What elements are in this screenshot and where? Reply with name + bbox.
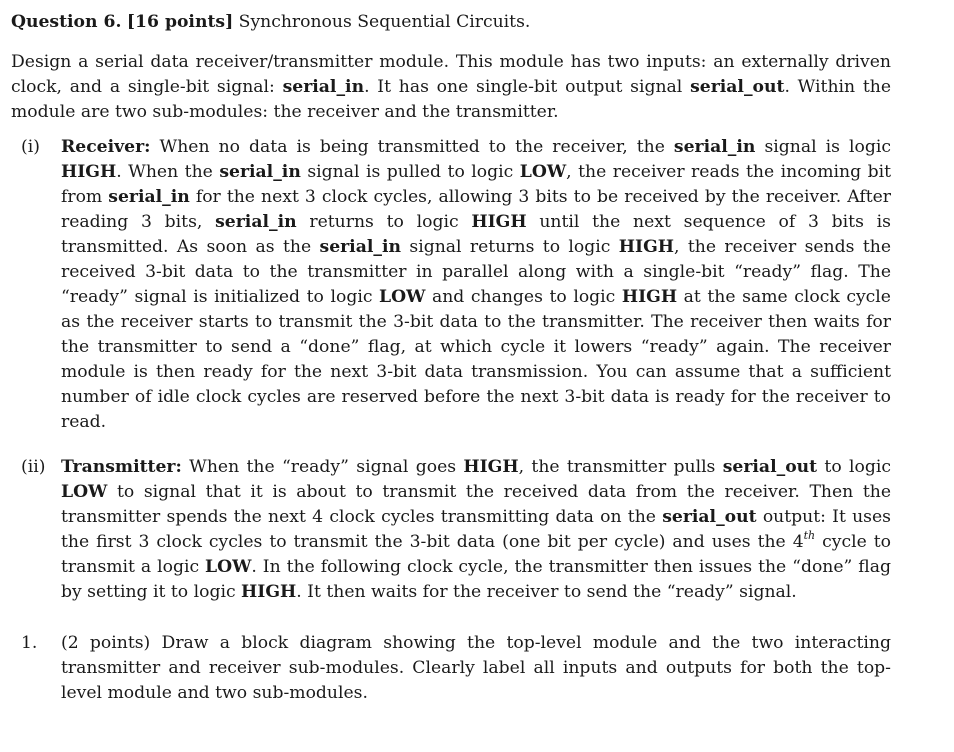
receiver-term: serial_in	[673, 137, 756, 157]
receiver-term: HIGH	[61, 162, 117, 182]
transmitter-title: Transmitter:	[61, 457, 182, 477]
receiver-text: until the next sequence of 3 bits is transmitted. As soon as the	[61, 212, 891, 257]
transmitter-text: to logic	[817, 457, 891, 477]
question-heading	[11, 10, 891, 34]
transmitter-item	[21, 455, 891, 605]
question-number: Question 6.	[11, 12, 122, 32]
receiver-text: . When the	[116, 162, 220, 182]
receiver-label: (i)	[21, 137, 40, 157]
receiver-text: returns to logic	[296, 212, 472, 232]
transmitter-term: LOW	[205, 557, 252, 577]
receiver-text: for the next 3 clock cycles, allowing 3 bits to be received by the receiver. After reading 3 bits,	[61, 187, 892, 232]
transmitter-text: output: It uses the first 3 clock cycles to transmit the 3-bit data (one bit per cycle) and uses the 4	[61, 507, 891, 552]
receiver-term: serial_in	[215, 212, 297, 232]
transmitter-text: cycle to transmit a logic	[61, 532, 891, 577]
transmitter-term: HIGH	[463, 457, 519, 477]
receiver-term: HIGH	[618, 237, 674, 257]
transmitter-text: to signal that it is about to transmit the received data from the receiver. Then the transmitter spends the next 4 clock cycles transmitting data on the	[61, 482, 891, 527]
receiver-term: HIGH	[621, 287, 678, 307]
transmitter-term: serial_out	[722, 457, 818, 477]
transmitter-term: HIGH	[241, 582, 297, 602]
transmitter-text: . It then waits for the receiver to send the “ready” signal.	[296, 582, 797, 602]
subquestion-1-text: (2 points) Draw a block diagram showing the top-level module and the two interacting transmitter and receiver sub-modules. Clearly label all inputs and outputs for both the top-level module and two sub-modules.	[61, 633, 891, 703]
receiver-text: signal returns to logic	[401, 237, 619, 257]
transmitter-label: (ii)	[21, 457, 46, 477]
receiver-term: serial_in	[219, 162, 301, 182]
receiver-text: at the same clock cycle as the receiver starts to transmit the 3-bit data to the transmitter. The receiver then waits for the transmitter to send a “done” flag, at which cycle it lowers “ready” again. The receiver module is then ready for the next 3-bit data transmission. You can assume that a sufficient number of idle clock cycles are reserved before the next 3-bit data is ready for the receiver to read.	[61, 287, 891, 432]
transmitter-text: When the “ready” signal goes	[181, 457, 464, 477]
document-page	[11, 10, 891, 706]
intro-text-2: . It has one single-bit output signal	[364, 77, 691, 97]
transmitter-term: serial_out	[662, 507, 757, 527]
transmitter-superscript: th	[803, 529, 816, 543]
receiver-text: , the receiver sends the received 3-bit data to the transmitter in parallel along with a single-bit “ready” flag. The “ready” signal is initialized to logic	[61, 237, 891, 307]
subquestion-1	[21, 631, 891, 706]
receiver-term: LOW	[519, 162, 567, 182]
intro-paragraph	[11, 50, 891, 125]
transmitter-term: LOW	[61, 482, 108, 502]
subquestion-1-label: 1.	[21, 633, 38, 653]
receiver-term: serial_in	[108, 187, 190, 207]
receiver-text: and changes to logic	[425, 287, 622, 307]
intro-text-3: . Within the module are two sub-modules: the receiver and the transmitter.	[11, 77, 891, 122]
question-title: Synchronous Sequential Circuits.	[238, 12, 531, 32]
intro-text-1: Design a serial data receiver/transmitter module. This module has two inputs: an externally driven clock, and a single-bit signal:	[11, 52, 891, 97]
receiver-text: , the receiver reads the incoming bit from	[61, 162, 891, 207]
receiver-text: signal is logic	[755, 137, 891, 157]
receiver-item	[21, 135, 892, 435]
question-points: [16 points]	[126, 12, 234, 32]
receiver-text: signal is pulled to logic	[300, 162, 520, 182]
receiver-term: HIGH	[471, 212, 527, 232]
intro-serial-in: serial_in	[282, 77, 365, 97]
transmitter-text: . In the following clock cycle, the transmitter then issues the “done” flag by setting it to logic	[61, 557, 891, 602]
receiver-term: LOW	[379, 287, 426, 307]
intro-serial-out: serial_out	[690, 77, 785, 97]
receiver-text: When no data is being transmitted to the receiver, the	[150, 137, 674, 157]
transmitter-text: , the transmitter pulls	[518, 457, 723, 477]
receiver-term: serial_in	[319, 237, 401, 257]
receiver-title: Receiver:	[61, 137, 151, 157]
